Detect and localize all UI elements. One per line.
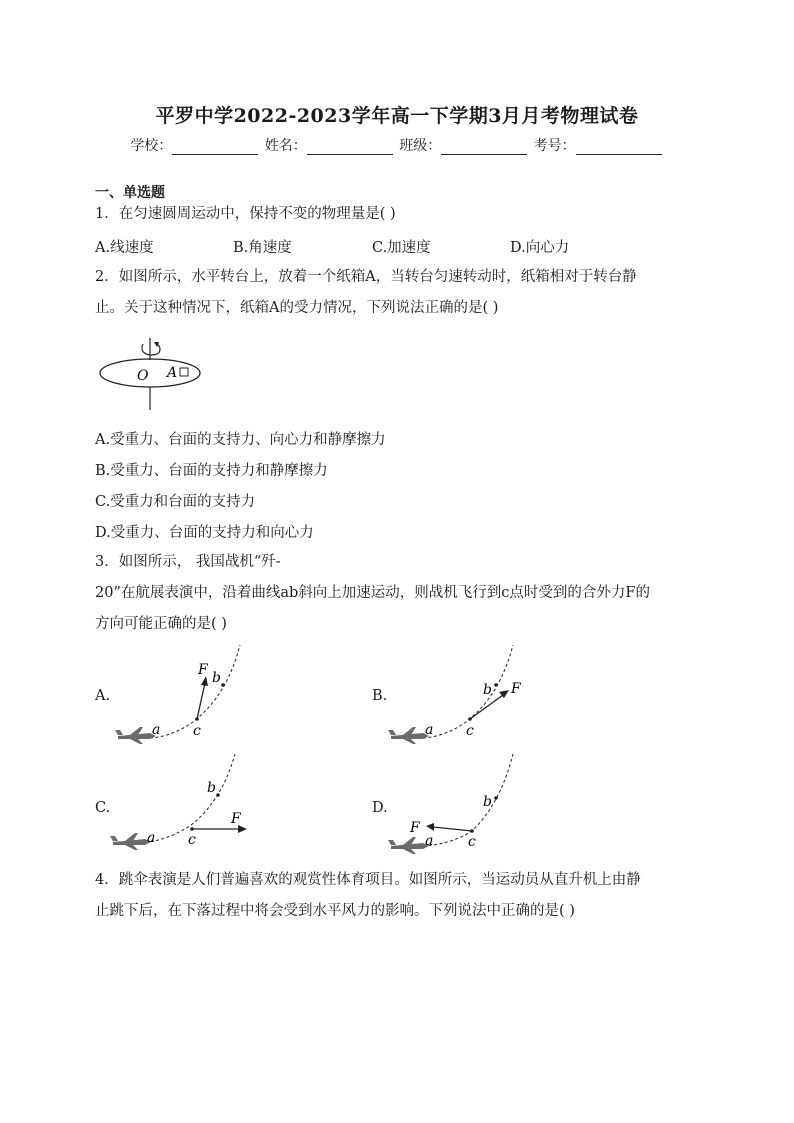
point-a-label: a <box>425 833 434 849</box>
q1-option-c: C.加速度 <box>372 240 431 256</box>
q2-stem-line1: 2．如图所示，水平转台上，放着一个纸箱A，当转台匀速转动时，纸箱相对于转台静 <box>95 269 637 285</box>
q4-stem-line1: 4．跳伞表演是人们普遍喜欢的观赏性体育项目。如图所示，当运动员从直升机上由静 <box>95 872 641 888</box>
section-heading: 一、单选题 <box>95 185 165 201</box>
exam-title: 平罗中学2022-2023学年高一下学期3月月考物理试卷 <box>155 105 639 127</box>
fighter-jet-icon <box>388 837 429 854</box>
class-label: 班级： <box>399 138 442 154</box>
q3-stem-line3: 方向可能正确的是( ) <box>95 616 227 632</box>
student-info-fields <box>0 135 794 155</box>
force-label: F <box>511 681 521 697</box>
q3-option-d-figure <box>383 750 528 860</box>
q2-option-b: B.受重力、台面的支持力和静摩擦力 <box>95 463 328 479</box>
school-label: 学校： <box>130 138 173 154</box>
q2-option-d: D.受重力、台面的支持力和向心力 <box>95 525 314 541</box>
turntable-figure <box>95 330 210 415</box>
fighter-jet-icon <box>115 727 156 744</box>
force-label: F <box>410 820 420 836</box>
point-c-label: c <box>193 723 201 739</box>
force-label: F <box>198 662 208 678</box>
q1-stem: 1．在匀速圆周运动中，保持不变的物理量是( ) <box>95 206 396 222</box>
q1-option-d: D.向心力 <box>510 240 570 256</box>
q2-option-a: A.受重力、台面的支持力、向心力和静摩擦力 <box>95 432 386 448</box>
fighter-jet-icon <box>388 727 429 744</box>
name-blank <box>307 139 393 155</box>
point-b-label: b <box>207 780 216 796</box>
q3-option-b-figure <box>383 640 528 750</box>
q1-option-a: A.线速度 <box>95 240 154 256</box>
q3-stem-line2: 20”在航展表演中，沿着曲线ab斜向上加速运动，则战机飞行到c点时受到的合外力F的 <box>95 585 650 601</box>
q3-option-a-label: A. <box>95 688 111 704</box>
class-blank <box>441 139 527 155</box>
fighter-jet-icon <box>110 833 151 850</box>
point-a-label: a <box>425 722 434 738</box>
q3-option-a-figure <box>110 640 250 750</box>
q2-stem-line2: 止。关于这种情况下，纸箱A的受力情况，下列说法正确的是( ) <box>95 300 499 316</box>
q3-stem-line1: 3．如图所示， 我国战机“歼- <box>95 554 281 570</box>
q3-option-c-figure <box>105 750 255 860</box>
point-b-label: b <box>212 670 221 686</box>
point-b-label: b <box>483 682 492 698</box>
point-a-label: a <box>147 830 156 846</box>
q2-option-c: C.受重力和台面的支持力 <box>95 494 256 510</box>
q3-option-c-label: C. <box>95 800 111 816</box>
q3-option-d-label: D. <box>372 800 388 816</box>
school-blank <box>172 139 258 155</box>
q4-stem-line2: 止跳下后，在下落过程中将会受到水平风力的影响。下列说法中正确的是( ) <box>95 903 575 919</box>
q3-option-b-label: B. <box>372 688 388 704</box>
exam-number-label: 考号： <box>533 138 576 154</box>
point-c-label: c <box>466 723 474 739</box>
exam-number-blank <box>576 139 662 155</box>
q1-option-b: B.角速度 <box>233 240 292 256</box>
turntable-box-label: A <box>167 365 178 381</box>
point-b-label: b <box>483 794 492 810</box>
point-c-label: c <box>188 832 196 848</box>
turntable-center-label: O <box>137 368 149 384</box>
point-c-label: c <box>468 834 476 850</box>
point-a-label: a <box>152 722 161 738</box>
force-label: F <box>231 811 241 827</box>
name-label: 姓名： <box>264 138 307 154</box>
